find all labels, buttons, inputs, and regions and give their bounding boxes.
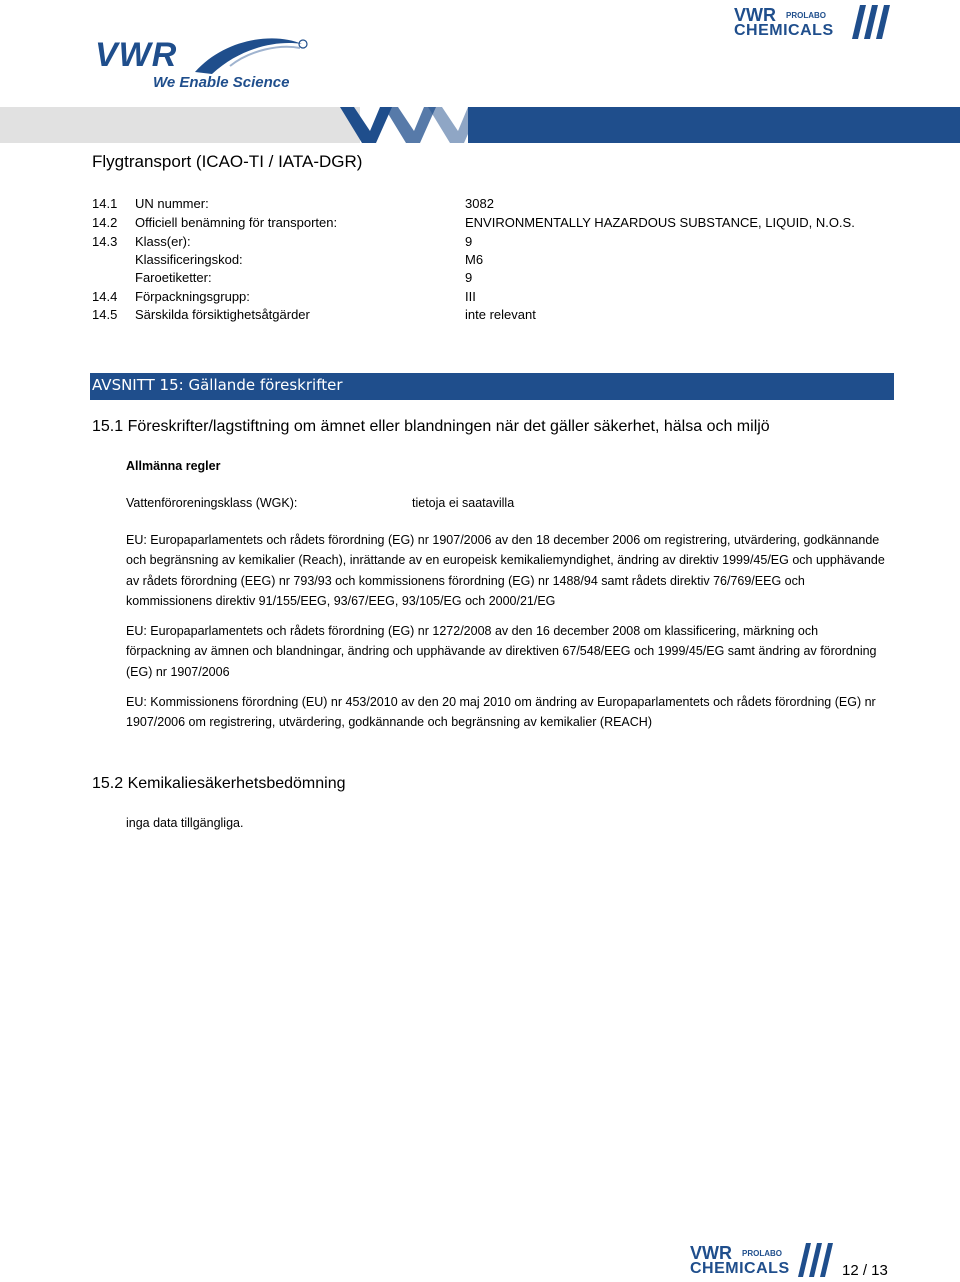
subsection-15-1-heading: 15.1 Föreskrifter/lagstiftning om ämnet eller blandningen när det gäller säkerhet, hälsa och miljö: [92, 418, 770, 435]
wgk-label: Vattenföroreningsklass (WGK):: [126, 496, 298, 510]
chemicals-slash-icon: [852, 5, 892, 39]
footer-logo-line2: CHEMICALS: [690, 1260, 790, 1277]
row-label: Klassificeringskod:: [135, 252, 243, 267]
footer-slash-icon: [798, 1243, 834, 1277]
header-chevron-decoration: [340, 107, 480, 143]
row-value: inte relevant: [465, 307, 536, 322]
regulation-paragraph: EU: Europaparlamentets och rådets förordning (EG) nr 1907/2006 av den 18 december 2006 om registrering, utvärdering, godkännande och begränsning av kemikalier (Reach), inrättande av en europeisk kemikaliemyndighet, ändring av direktiv 1999/45/EG och upphävande av rådets förordning (EEG) nr 793/93 och kommissionens förordning (EG) nr 1488/94 samt rådets direktiv 76/769/EEG och kommissionens direktiv 91/155/EEG, 93/67/EEG, 93/105/EG och 2000/21/EG: [126, 533, 885, 608]
page-number: 12 / 13: [842, 1262, 888, 1279]
chemicals-logo-sub: PROLABO: [786, 11, 826, 20]
row-label: Särskilda försiktighetsåtgärder: [135, 307, 310, 322]
row-number: 14.3: [92, 234, 118, 249]
row-number: 14.1: [92, 196, 118, 211]
row-number: 14.5: [92, 307, 118, 322]
vwr-logo-brand: VWR: [95, 36, 178, 74]
row-label: UN nummer:: [135, 196, 209, 211]
chemicals-logo-line2: CHEMICALS: [734, 22, 834, 39]
row-label: Officiell benämning för transporten:: [135, 215, 338, 230]
general-rules-heading: Allmänna regler: [126, 459, 221, 473]
row-number: 14.2: [92, 215, 118, 230]
logo-swoosh-icon: [190, 36, 310, 78]
footer-vwr-chemicals-logo: [690, 1243, 835, 1279]
footer-logo-brand: VWR: [690, 1243, 732, 1263]
row-number: 14.4: [92, 289, 118, 304]
row-value: M6: [465, 252, 484, 267]
air-transport-heading: Flygtransport (ICAO-TI / IATA-DGR): [92, 152, 363, 171]
row-value: 9: [465, 270, 473, 285]
vwr-logo-tagline: We Enable Science: [153, 74, 290, 91]
row-value: ENVIRONMENTALLY HAZARDOUS SUBSTANCE, LIQUID, N.O.S.: [465, 215, 855, 230]
wgk-value: tietoja ei saatavilla: [412, 496, 515, 510]
section-title: AVSNITT 15: Gällande föreskrifter: [92, 376, 343, 394]
row-label: Klass(er):: [135, 234, 191, 249]
row-label: Förpackningsgrupp:: [135, 289, 250, 304]
row-value: III: [465, 289, 476, 304]
no-data-text: inga data tillgängliga.: [126, 816, 244, 830]
regulation-paragraph: EU: Europaparlamentets och rådets förordning (EG) nr 1272/2008 av den 16 december 2008 om klassificering, märkning och förpackning av ämnen och blandningar, ändring och upphävande av direktiven 67/548/EEG och 1999/45/EG samt ändring av förordning (EG) nr 1907/2006: [126, 624, 877, 679]
chemicals-logo-brand: VWR: [734, 5, 776, 25]
row-value: 3082: [465, 196, 494, 211]
header-band-gray: [0, 107, 360, 143]
vwr-logo: [95, 36, 325, 96]
row-label: Faroetiketter:: [135, 270, 212, 285]
footer-logo-sub: PROLABO: [742, 1249, 782, 1258]
vwr-chemicals-logo: [734, 5, 894, 41]
header-band-blue: [468, 107, 960, 143]
subsection-15-2-heading: 15.2 Kemikaliesäkerhetsbedömning: [92, 775, 346, 792]
row-value: 9: [465, 234, 473, 249]
regulation-paragraph: EU: Kommissionens förordning (EU) nr 453/2010 av den 20 maj 2010 om ändring av Europaparlamentets och rådets förordning (EG) nr 1907/2006 om registrering, utvärdering, godkännande och begränsning av kemikalier (REACH): [126, 695, 876, 730]
